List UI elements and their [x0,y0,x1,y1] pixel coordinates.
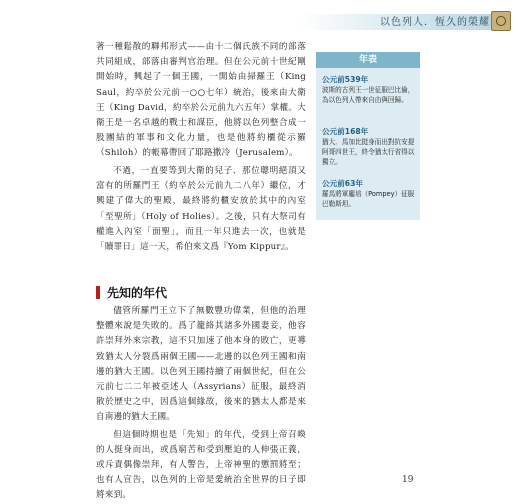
timeline-sidebar [316,52,420,220]
running-header [0,0,520,36]
sidebar-title: 年表 [316,52,420,68]
body-paragraph: 不過，一直要等到大衛的兒子、那位聰明絕頂又富有的所羅門王（約卒於公元前九二八年）繼位，才興建了偉大的聖殿，最終將約櫃安放於其中的內室「至聖所」（Holy of Holies）。之後，只有大祭司有權進入內室「面聖」，而且一年只進去一次，也就是「贖罪日」這一天，希伯來文爲『Yom Kippur』。 [96,166,306,253]
timeline-entry [322,126,416,167]
running-header-title: 以色列人．恆久的榮耀 [380,17,490,28]
timeline-year: 公元前168年 [322,127,369,136]
main-column-lower [96,304,306,504]
timeline-entry [322,178,416,209]
timeline-text: 波斯的古列王一世征服巴比倫，為以色列人帶來自由與回歸。 [322,86,415,104]
timeline-year: 公元前539年 [322,75,369,84]
page-number: 19 [402,475,414,485]
main-column [96,40,306,255]
emblem-icon [491,11,511,31]
timeline-year: 公元前63年 [322,179,363,188]
section-heading: 先知的年代 [96,284,167,301]
timeline-text: 猶大．馬加比挺身而出對抗安提阿哥四世王，終令猶太行省得以獨立。 [322,138,415,166]
body-paragraph: 儘管所羅門王立下了無數豐功偉業，但他的治理整體來說是失敗的。爲了籠絡其諸多外國妻妾，他容許崇拜外來宗教，這不只加速了他本身的敗亡，更導致猶太人分裂爲兩個王國——北邊的以色列王國和南邊的猶大王國。以色列王國持續了兩個世紀，但在公元前七二二年被亞述人（Assyrians）征服，最終消散於歷史之中，因爲這個緣故，後來的猶太人都是來自南邊的猶大王國。 [96,306,306,423]
body-paragraph: 但這個時期也是「先知」的年代，受到上帝召喚的人挺身而出，或爲窮苦和受到壓迫的人伸張正義，或斥責偶像崇拜，有人警告，上帝神聖的懲罰將至；也有人宣告，以色列的上帝是愛統治全世界的日子即將來到。 [96,429,306,501]
timeline-text: 羅馬將軍龐培（Pompey）征服巴勒斯坦。 [322,190,415,208]
body-paragraph: 著一種鬆散的聯邦形式——由十二個氏族不同的部落共同組成，部落由審判官治理。但在公元前十世紀剛開始時，興起了一個王國，一開始由掃羅王（King Saul，約卒於公元前一○○七年）統治，後來由大衛王（King David，約卒於公元前九六五年）掌權。大衛王是一名卓越的戰士和謀臣，他將以色列整合成一股團結的軍事和文化力量，也是他將約櫃從示羅（Shiloh）的帳幕帶回了耶路撒冷（Jerusalem）。 [96,42,306,159]
timeline-entry [322,74,416,105]
